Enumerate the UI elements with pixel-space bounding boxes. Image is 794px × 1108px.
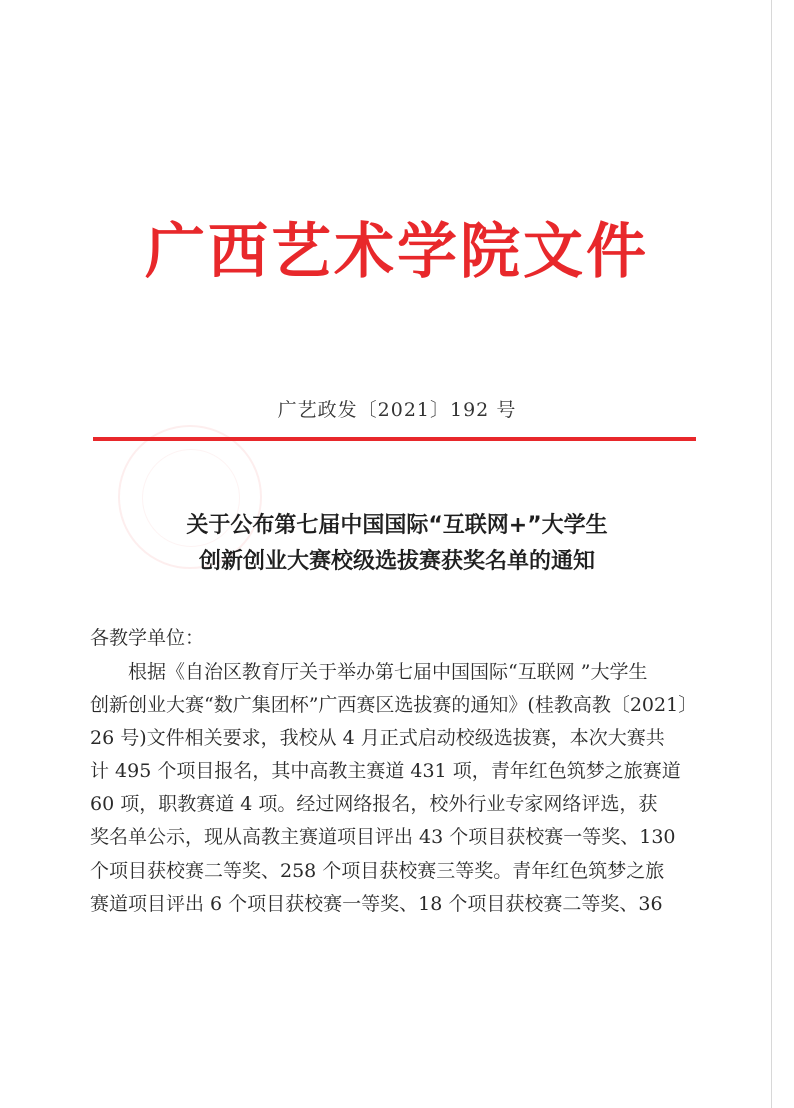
body-line: 26 号)文件相关要求，我校从 4 月正式启动校级选拔赛，本次大赛共	[90, 727, 665, 750]
red-divider-line	[93, 437, 696, 441]
body-paragraph	[90, 656, 696, 921]
body-line: 60 项，职教赛道 4 项。经过网络报名，校外行业专家网络评选，获	[90, 793, 658, 816]
notice-title	[0, 508, 794, 580]
body-line: 创新创业大赛“数广集团杯”广西赛区选拔赛的通知》(桂教高教〔2021〕	[90, 694, 698, 717]
document-number: 广艺政发〔2021〕192 号	[277, 399, 517, 421]
body-line: 根据《自治区教育厅关于举办第七届中国国际“互联网 ”大学生	[128, 661, 648, 683]
body-line: 计 495 个项目报名，其中高教主赛道 431 项，青年红色筑梦之旅赛道	[90, 760, 681, 783]
body-line: 奖名单公示，现从高教主赛道项目评出 43 个项目获校赛一等奖、130	[90, 826, 676, 849]
notice-title-line-1: 关于公布第七届中国国际“互联网+”大学生	[186, 513, 608, 538]
letterhead-title: 广西艺术学院文件	[145, 217, 649, 287]
salutation: 各教学单位：	[90, 627, 205, 649]
body-line: 赛道项目评出 6 个项目获校赛一等奖、18 个项目获校赛二等奖、36	[90, 892, 663, 915]
notice-title-line-2: 创新创业大赛校级选拔赛获奖名单的通知	[198, 549, 595, 574]
body-line: 个项目获校赛二等奖、258 个项目获校赛三等奖。青年红色筑梦之旅	[90, 859, 665, 882]
